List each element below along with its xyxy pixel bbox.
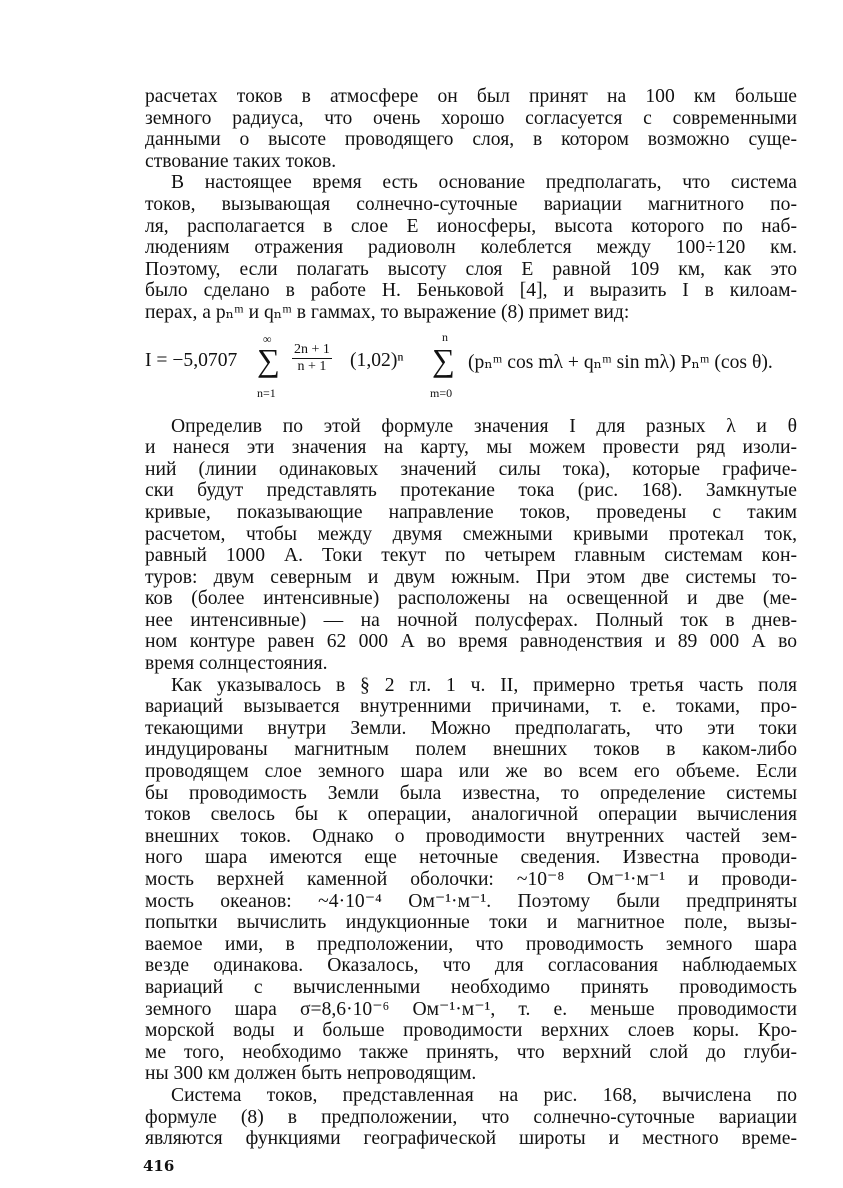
text-line: расчетах токов в атмосфере он был принят на 100 км больше	[145, 86, 797, 107]
text-line: ваемое ими, в предположении, что проводимость земного шара	[145, 933, 797, 955]
text-line: вариаций вызывается внутренними причинами, т. е. токами, про-	[145, 696, 797, 718]
text-line: перах, а pₙᵐ и qₙᵐ в гаммах, то выражение (8) примет вид:	[145, 301, 630, 323]
paragraph-3	[145, 416, 797, 675]
text-line: морской воды и больше проводимости верхних слоев коры. Кро-	[145, 1020, 797, 1042]
formula-sum1-sign: ∑	[257, 341, 280, 378]
text-line: людениям отражения радиоволн колеблется между 100÷120 км.	[145, 237, 797, 259]
text-line: вариаций с вычисленными необходимо принять проводимость	[145, 976, 797, 998]
text-line: токов свелось бы к операции, аналогичной операции вычисления	[145, 804, 797, 826]
text-line: попытки вычислить индукционные токи и магнитное поле, вызы-	[145, 912, 797, 934]
text-line: бы проводимость Земли была известна, то определение системы	[145, 782, 797, 804]
text-line: Определив по этой формуле значения I для разных λ и θ	[171, 415, 797, 437]
text-line: данными о высоте проводящего слоя, в котором возможно суще-	[145, 129, 797, 151]
text-line: ствование таких токов.	[145, 150, 337, 172]
text-line: время солнцестояния.	[145, 653, 328, 675]
text-line: ного шара имеются еще неточные сведения. Известна проводи-	[145, 847, 797, 869]
text-line: Поэтому, если полагать высоту слоя E равной 109 км, как это	[145, 258, 797, 280]
text-line: туров: двум северным и двум южным. При этом две системы то-	[145, 566, 797, 588]
text-line: ны 300 км должен быть непроводящим.	[145, 1063, 477, 1085]
text-line: Как указывалось в § 2 гл. 1 ч. II, примерно третья часть поля	[171, 674, 797, 696]
text-line: токов, вызывающая солнечно-суточные вариации магнитного по-	[145, 193, 797, 215]
text-line: ном контуре равен 62 000 А во время равноденствия и 89 000 А во	[145, 631, 797, 653]
formula-factor: (1,02)ⁿ	[350, 349, 404, 371]
text-line: мость океанов: ~4·10⁻⁴ Ом⁻¹·м⁻¹. Поэтому были предприняты	[145, 890, 797, 912]
text-line: Система токов, представленная на рис. 168, вычислена по	[171, 1084, 797, 1106]
text-line: проводящем слое земного шара или же во всем его объеме. Если	[145, 761, 797, 783]
text-line: В настоящее время есть основание предполагать, что система	[171, 172, 797, 194]
paragraph-5	[145, 1085, 797, 1150]
text-line: индуцированы магнитным полем внешних токов в каком-либо	[145, 739, 797, 761]
text-line: равный 1000 А. Токи текут по четырем главным системам кон-	[145, 545, 797, 567]
text-line: было сделано в работе Н. Беньковой [4], и выразить I в килоам-	[145, 280, 797, 302]
formula	[145, 329, 797, 408]
text-line: текающими внутри Земли. Можно предполагать, что эти токи	[145, 717, 797, 739]
text-line: ме того, необходимо также принять, что верхний слой до глуби-	[145, 1041, 797, 1063]
formula-sum2-bottom: m=0	[430, 385, 453, 400]
formula-frac-numerator: 2n + 1	[294, 341, 330, 357]
text-line: расчетом, чтобы между двумя смежными кривыми протекал ток,	[145, 523, 797, 545]
paragraph-2	[145, 172, 797, 323]
formula-frac-denominator: n + 1	[297, 358, 327, 374]
formula-lhs: I = −5,0707	[145, 349, 238, 371]
page-number: 416	[143, 1157, 175, 1175]
page-body	[145, 86, 797, 1150]
text-line: кривые, показывающие направление токов, проведены с таким	[145, 501, 797, 523]
text-line: ля, располагается в слое E ионосферы, высота которого по наб-	[145, 215, 797, 237]
text-line: ний (линии одинаковых значений силы тока), которые графиче-	[145, 458, 797, 480]
text-line: и нанеся эти значения на карту, мы можем провести ряд изоли-	[145, 437, 797, 459]
formula-sum2-sign: ∑	[432, 341, 455, 378]
formula-fraction	[292, 342, 332, 375]
text-line: мость верхней каменной оболочки: ~10⁻⁸ Ом⁻¹·м⁻¹ и проводи-	[145, 869, 797, 890]
text-line: являются функциями географической широты и местного време-	[145, 1128, 797, 1150]
text-line: везде одинакова. Оказалось, что для согласования наблюдаемых	[145, 955, 797, 977]
text-line: формуле (8) в предположении, что солнечно-суточные вариации	[145, 1106, 797, 1128]
formula-sum2-top: n	[442, 329, 448, 344]
formula-sum1-bottom: n=1	[257, 385, 276, 400]
paragraph-4	[145, 675, 797, 1085]
formula-body: (pₙᵐ cos mλ + qₙᵐ sin mλ) Pₙᵐ (cos θ).	[468, 351, 773, 373]
paragraph-1	[145, 86, 797, 172]
formula-sum1-top: ∞	[263, 331, 272, 346]
text-line: земного радиуса, что очень хорошо согласуется с современными	[145, 107, 797, 129]
text-line: ски будут представлять протекание тока (рис. 168). Замкнутые	[145, 480, 797, 502]
text-line: ков (более интенсивные) расположены на освещенной и две (ме-	[145, 588, 797, 610]
text-line: внешних токов. Однако о проводимости внутренних частей зем-	[145, 825, 797, 847]
text-line: нее интенсивные) — на ночной полусферах. Полный ток в днев-	[145, 609, 797, 631]
text-line: земного шара σ=8,6·10⁻⁶ Ом⁻¹·м⁻¹, т. е. меньше проводимости	[145, 998, 797, 1020]
